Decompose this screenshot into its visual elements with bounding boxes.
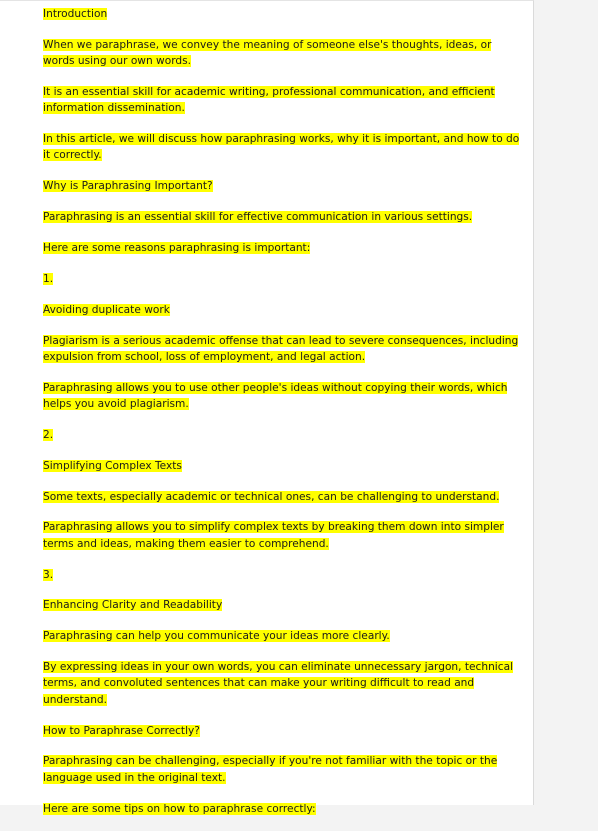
paragraph <box>43 519 523 551</box>
highlighted-text: Plagiarism is a serious academic offense that can lead to severe consequences, including expulsion from school, loss of employment, and legal action. <box>43 334 519 363</box>
paragraph <box>43 380 523 412</box>
highlighted-text: Introduction <box>43 8 108 20</box>
paragraph-list-number <box>43 567 523 583</box>
highlighted-text: Paraphrasing allows you to use other people's ideas without copying their words, which helps you avoid plagiarism. <box>43 381 508 410</box>
paragraph-section-heading <box>43 178 523 194</box>
paragraph-subheading <box>43 458 523 474</box>
paragraph-list-number <box>43 271 523 287</box>
paragraph <box>43 333 523 365</box>
highlighted-text: Enhancing Clarity and Readability <box>43 599 223 612</box>
highlighted-text: When we paraphrase, we convey the meaning of someone else's thoughts, ideas, or words using our own words. <box>43 38 492 68</box>
paragraph-list-number <box>43 427 523 443</box>
highlighted-text: Here are some reasons paraphrasing is important: <box>43 241 311 254</box>
highlighted-text: Paraphrasing can be challenging, especially if you're not familiar with the topic or the language used in the original text. <box>43 755 498 784</box>
paragraph <box>43 489 523 505</box>
paragraph <box>43 659 523 708</box>
paragraph <box>43 628 523 644</box>
paragraph <box>43 131 523 163</box>
highlighted-text: Paraphrasing is an essential skill for effective communication in various settings. <box>43 211 473 224</box>
highlighted-text: 1. <box>43 272 54 285</box>
paragraph <box>43 801 523 817</box>
paragraph <box>43 753 523 785</box>
paragraph-section-heading <box>43 723 523 739</box>
highlighted-text: 3. <box>43 568 54 581</box>
paragraph-subheading <box>43 302 523 318</box>
highlighted-text: Paraphrasing can help you communicate your ideas more clearly. <box>43 630 390 643</box>
paragraph <box>43 209 523 225</box>
highlighted-text: How to Paraphrase Correctly? <box>43 724 200 737</box>
highlighted-text: Some texts, especially academic or technical ones, can be challenging to understand. <box>43 490 500 503</box>
page-margin-area <box>535 0 598 805</box>
highlighted-text: Simplifying Complex Texts <box>43 459 182 472</box>
document-body[interactable] <box>43 6 523 831</box>
highlighted-text: By expressing ideas in your own words, you can eliminate unnecessary jargon, technical terms, and convoluted sentences that can make your writing difficult to read and understand. <box>43 661 514 706</box>
paragraph-subheading <box>43 597 523 613</box>
highlighted-text: Here are some tips on how to paraphrase correctly: <box>43 802 316 815</box>
highlighted-text: Why is Paraphrasing Important? <box>43 180 213 193</box>
paragraph-introduction-heading <box>43 6 523 22</box>
highlighted-text: In this article, we will discuss how paraphrasing works, why it is important, and how to do it correctly. <box>43 133 520 162</box>
highlighted-text: Paraphrasing allows you to simplify complex texts by breaking them down into simpler terms and ideas, making them easier to comprehend. <box>43 521 504 550</box>
paragraph <box>43 84 523 116</box>
paragraph <box>43 240 523 256</box>
highlighted-text: Avoiding duplicate work <box>43 303 170 316</box>
highlighted-text: It is an essential skill for academic writing, professional communication, and efficient information dissemination. <box>43 85 495 115</box>
highlighted-text: 2. <box>43 428 54 441</box>
paragraph <box>43 37 523 69</box>
